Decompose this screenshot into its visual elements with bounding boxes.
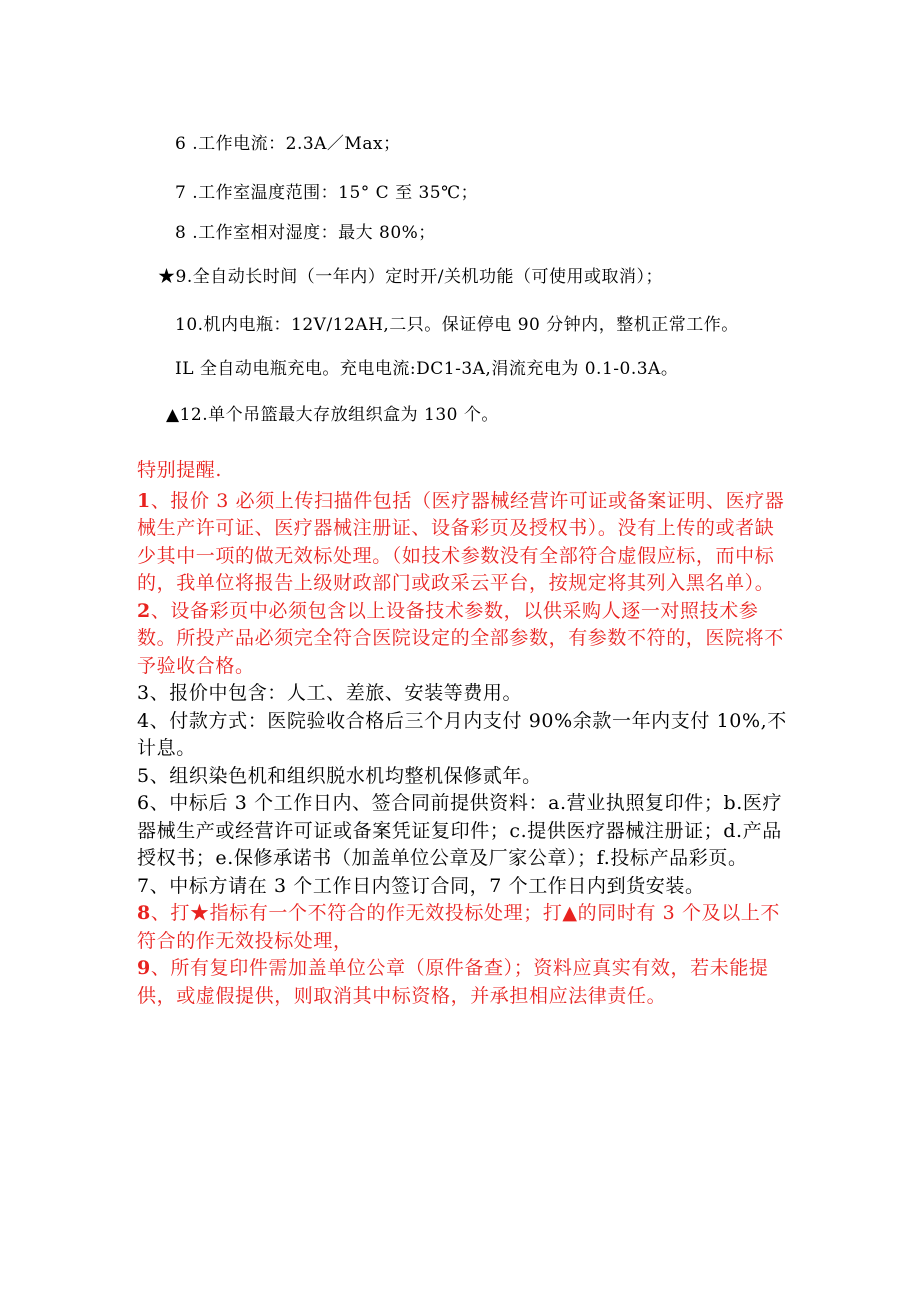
- spec-item-7: 7 .工作室温度范围：15° C 至 35℃；: [175, 183, 479, 203]
- note-text: 、打★指标有一个不符合的作无效投标处理；打▲的同时有 3 个及以上不符合的作无效投标处理，: [137, 902, 781, 952]
- note-item: [137, 873, 787, 901]
- note-number: 5: [137, 764, 150, 787]
- spec-item-6: 6 .工作电流：2.3A／Max；: [175, 134, 401, 154]
- notes-heading: 特别提醒.: [137, 459, 223, 481]
- note-number: 6: [137, 792, 150, 814]
- special-notes: [137, 457, 787, 1010]
- spec-item-11: IL 全自动电瓶充电。充电电流:DC1-3A,涓流充电为 0.1-0.3A。: [175, 359, 679, 379]
- note-item: [137, 763, 787, 791]
- note-item: [137, 680, 787, 708]
- note-number: 8: [137, 902, 151, 924]
- note-text: 、付款方式：医院验收合格后三个月内支付 90%余款一年内支付 10%,不计息。: [137, 709, 787, 759]
- note-text: 、中标后 3 个工作日内、签合同前提供资料：a.营业执照复印件；b.医疗器械生产或经营许可证或备案凭证复印件；c.提供医疗器械注册证；d.产品授权书；e.保修承诺书（加盖单位公章及厂家公章）；f.投标产品彩页。: [137, 792, 783, 869]
- note-number: 1: [137, 489, 151, 512]
- note-number: 9: [137, 957, 151, 979]
- spec-item-12: ▲12.单个吊篮最大存放组织盒为 130 个。: [166, 405, 499, 425]
- note-text: 、报价 3 必须上传扫描件包括（医疗器械经营许可证或备案证明、医疗器械生产许可证、医疗器械注册证、设备彩页及授权书）。没有上传的或者缺少其中一项的做无效标处理。（如技术参数没有全部符合虚假应标，而中标的，我单位将报告上级财政部门或政采云平台，按规定将其列入黑名单）。: [137, 489, 785, 594]
- note-number: 3: [137, 682, 150, 704]
- note-text: 、设备彩页中必须包含以上设备技术参数，以供采购人逐一对照技术参数。所投产品必须完全符合医院设定的全部参数，有参数不符的，医院将不予验收合格。: [137, 599, 784, 677]
- note-item: [137, 790, 787, 873]
- note-number: 4: [137, 709, 150, 732]
- note-item: [137, 598, 787, 681]
- note-item: [137, 900, 787, 955]
- note-item: [137, 488, 787, 598]
- note-text: 、组织染色机和组织脱水机均整机保修贰年。: [149, 764, 542, 787]
- note-number: 7: [137, 874, 150, 897]
- note-text: 、中标方请在 3 个工作日内签订合同，7 个工作日内到货安装。: [149, 874, 705, 897]
- spec-item-8: 8 .工作室相对湿度：最大 80%；: [175, 223, 436, 243]
- spec-item-9: ★9.全自动长时间（一年内）定时开/关机功能（可使用或取消）；: [158, 267, 663, 287]
- note-number: 2: [137, 599, 151, 622]
- note-item: [137, 955, 787, 1010]
- note-text: 、报价中包含：人工、差旅、安装等费用。: [149, 682, 523, 704]
- note-text: 、所有复印件需加盖单位公章（原件备查）；资料应真实有效，若未能提供，或虚假提供，则取消其中标资格，并承担相应法律责任。: [137, 957, 769, 1007]
- spec-item-10: 10.机内电瓶：12V/12AH,二只。保证停电 90 分钟内，整机正常工作。: [175, 315, 739, 335]
- note-item: [137, 708, 787, 763]
